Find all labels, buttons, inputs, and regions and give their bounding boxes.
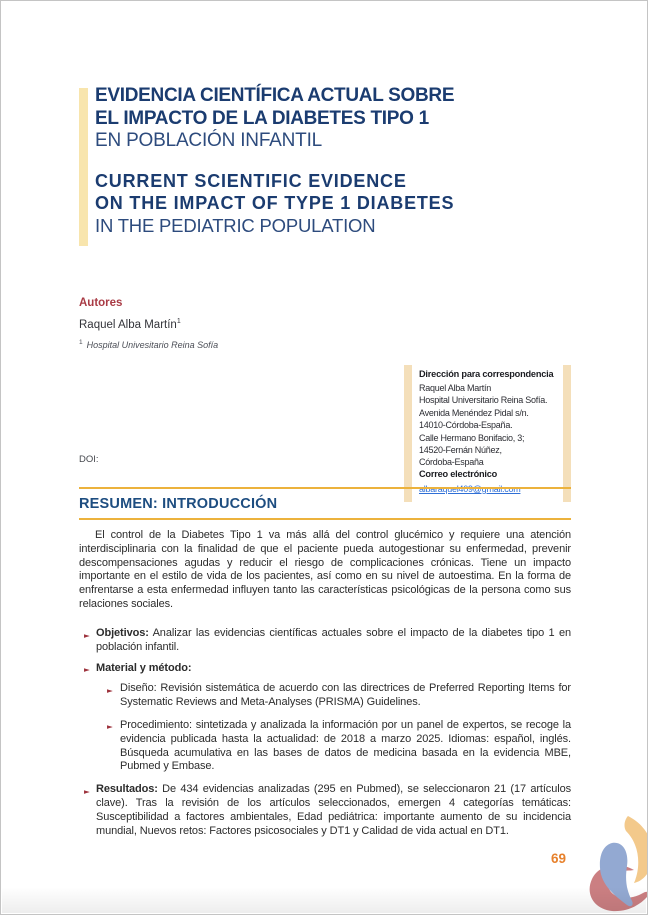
authors-heading: Autores: [79, 297, 123, 309]
list-item: [79, 783, 571, 838]
author-superscript: 1: [176, 318, 181, 325]
gold-rule-bottom: [79, 518, 571, 520]
logo-tan-petal: [625, 816, 648, 883]
list-item: [79, 662, 571, 676]
abstract-intro-paragraph: El control de la Diabetes Tipo 1 va más allá del control glucémico y requiere una atención interdisciplinaria con la finalidad de que el paciente pueda autogestionar su enfermedad, prevenir descompensaciones agudas y reducir el riesgo de complicaciones crónicas. Tiene un impacto importante en el estilo de vida de los pacientes, así como en su nivel de autoestima. En la forma de enfrentarse a esta enfermedad influyen tanto las características psicológicas de la persona como sus relaciones sociales.: [79, 529, 571, 610]
author-name-text: Raquel Alba Martín: [79, 318, 177, 331]
correspondence-line: 14520-Fernán Núñez,: [419, 445, 502, 456]
correspondence-heading: Dirección para correspondencia: [419, 369, 554, 379]
correspondence-line: Avenida Menéndez Pidal s/n.: [419, 407, 529, 418]
correspondence-box: [404, 365, 571, 502]
list-item: [107, 719, 571, 774]
title-block: [79, 85, 579, 237]
bullet-label: Resultados:: [96, 783, 158, 796]
bullet-text: Diseño: Revisión sistemática de acuerdo con las directrices de Preferred Reporting Items for Systematic Reviews and Meta-Analyses (PRISMA) Guidelines.: [120, 682, 571, 709]
bullet-text: Analizar las evidencias científicas actuales sobre el impacto de la diabetes tipo 1 en población infantil.: [96, 627, 571, 653]
correspondence-line: Hospital Universitario Reina Sofía.: [419, 395, 548, 406]
bullet-arrow-icon: ►: [84, 786, 90, 796]
abstract-bullet-list: [79, 627, 571, 845]
abstract-heading: RESUMEN: INTRODUCCIÓN: [79, 496, 278, 512]
correspondence-line: Calle Hermano Bonifacio, 3;: [419, 432, 525, 443]
bullet-label: Objetivos:: [96, 627, 149, 639]
page-number: 69: [551, 851, 567, 866]
article-title-es-line1: EVIDENCIA CIENTÍFICA ACTUAL SOBRE: [95, 85, 455, 106]
author-affiliation: [79, 339, 218, 350]
authors-block: [79, 297, 181, 331]
list-item: [79, 627, 571, 655]
bullet-arrow-icon: ►: [84, 665, 90, 675]
bullet-label: Material y método:: [96, 661, 192, 674]
article-title-en-line1: CURRENT SCIENTIFIC EVIDENCE: [95, 170, 407, 191]
article-title-es-line2: EL IMPACTO DE LA DIABETES TIPO 1: [95, 107, 429, 129]
correspondence-line: 14010-Córdoba-España.: [419, 420, 513, 431]
email-heading: Correo electrónico: [419, 468, 498, 479]
article-title-en-line2: ON THE IMPACT OF TYPE 1 DIABETES: [95, 193, 455, 213]
journal-logo: [581, 811, 648, 915]
correspondence-line: Raquel Alba Martín: [419, 383, 492, 393]
author-name: [79, 318, 181, 331]
affiliation-marker: 1: [79, 339, 83, 346]
list-item: [107, 682, 571, 710]
bullet-arrow-icon: ►: [107, 685, 113, 695]
article-title-es-line3: EN POBLACIÓN INFANTIL: [95, 130, 323, 151]
bullet-arrow-icon: ►: [107, 722, 113, 732]
affiliation-text: Hospital Univesitario Reina Sofía: [86, 340, 219, 350]
correspondence-line: Córdoba-España: [419, 457, 484, 468]
bullet-text: Procedimiento: sintetizada y analizada la información por un panel de expertos, se recoge la evidencia publicada hasta la actualidad: de 2018 a marzo 2025. Idiomas: español, inglés. Búsqueda acumulativa en las bases de datos de medicina basada en la evidencia MBE, Pubmed y Embase.: [120, 718, 571, 773]
doi-label: DOI:: [79, 454, 99, 465]
bullet-text: De 434 evidencias analizadas (295 en Pubmed), se seleccionaron 21 (17 artículos clave). Tras la revisión de los artículos seleccionados, emergen 4 categorías temáticas: Susceptibilidad a factores ambientales, Edad pediátrica: importante aumento de su incidencia mundial, Nuevos retos: Factores psicosociales y DT1 y Calidad de vida actual en DT1.: [96, 783, 571, 837]
article-title-en-line3: IN THE PEDIATRIC POPULATION: [95, 214, 376, 236]
abstract-heading-block: [79, 487, 571, 520]
bullet-arrow-icon: ►: [84, 630, 90, 640]
title-accent-bar: [79, 88, 88, 246]
